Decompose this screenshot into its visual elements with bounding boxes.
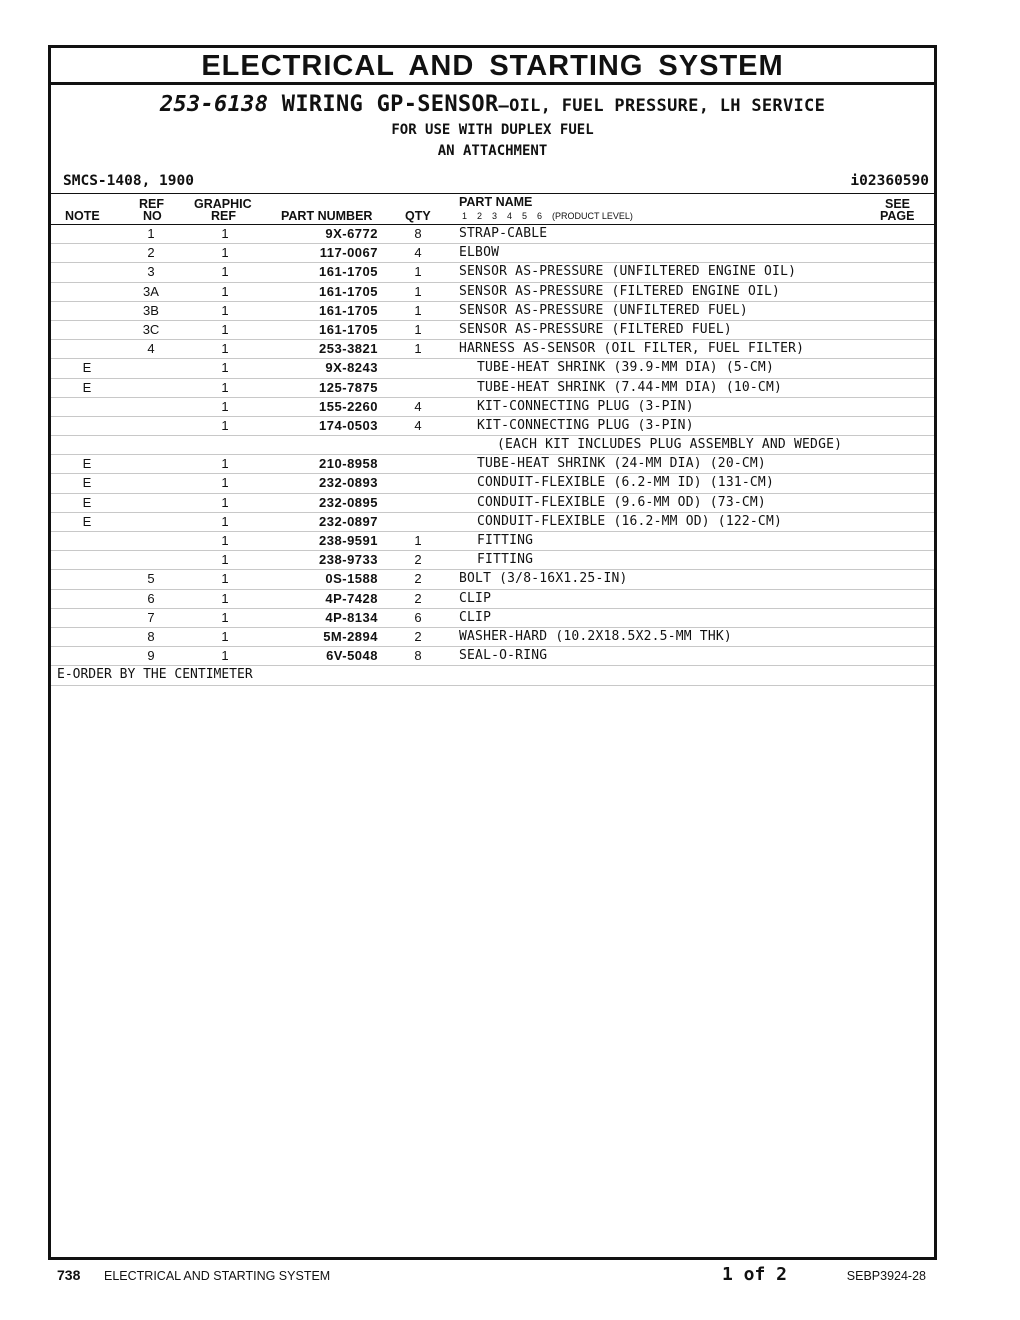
group-heading [51,92,934,161]
note-cell: E [82,360,92,376]
part-name-cell: KIT-CONNECTING PLUG (3-PIN) [477,398,694,414]
part-number-cell: 0S-1588 [325,571,378,587]
table-row [51,590,934,609]
part-name-cell: CONDUIT-FLEXIBLE (6.2-MM ID) (131-CM) [477,475,774,491]
part-number-cell: 125-7875 [319,379,378,395]
qty-cell: 4 [414,245,422,261]
part-number-cell: 253-3821 [319,341,378,357]
page-title: ELECTRICAL AND STARTING SYSTEM [51,48,934,85]
qty-cell: 2 [414,628,422,644]
qty-cell: 4 [414,398,422,414]
part-number-cell: 210-8958 [319,456,378,472]
group-description: —OIL, FUEL PRESSURE, LH SERVICE [498,96,826,116]
table-row [51,398,934,417]
table-row [51,609,934,628]
part-name-cell: CLIP [459,609,492,625]
graphic-ref-cell: 1 [221,552,229,568]
table-row [51,244,934,263]
table-row [51,628,934,647]
document-id: i02360590 [850,173,929,189]
table-row [51,647,934,666]
use-line-1: FOR USE WITH DUPLEX FUEL [391,122,594,138]
table-row [51,551,934,570]
qty-cell: 4 [414,417,422,433]
graphic-ref-cell: 1 [221,628,229,644]
part-name-cell: CONDUIT-FLEXIBLE (9.6-MM OD) (73-CM) [477,494,766,510]
document-number: SEBP3924-28 [846,1269,926,1283]
footer-section-title: ELECTRICAL AND STARTING SYSTEM [104,1269,331,1283]
group-title-line [51,92,934,119]
graphic-ref-cell: 1 [221,533,229,548]
part-number-cell: 5M-2894 [323,628,378,644]
part-number-cell: 4P-8134 [325,609,378,625]
col-ref-line1: REF [139,197,164,211]
table-row [51,359,934,378]
part-number-cell: 232-0893 [319,475,378,491]
part-name-cell: TUBE-HEAT SHRINK (39.9-MM DIA) (5-CM) [477,360,774,376]
col-part-number: PART NUMBER [281,209,373,223]
part-name-cell: SENSOR AS-PRESSURE (FILTERED FUEL) [459,321,732,337]
part-name-cell: SEAL-O-RING [459,648,548,664]
qty-cell: 1 [414,321,422,337]
ref-no-cell: 9 [147,648,155,664]
part-name-cell: SENSOR AS-PRESSURE (FILTERED ENGINE OIL) [459,283,781,299]
graphic-ref-cell: 1 [221,379,229,395]
graphic-ref-cell: 1 [221,398,229,414]
table-row [51,474,934,493]
part-name-cell: BOLT (3/8-16X1.25-IN) [459,571,628,587]
column-header [51,193,934,225]
part-number-cell: 6V-5048 [326,648,378,664]
table-row [51,417,934,436]
col-note: NOTE [65,209,100,223]
part-number-cell: 155-2260 [319,398,378,414]
table-row [51,340,934,359]
parts-list [51,225,934,666]
part-number-cell: 238-9733 [319,552,378,568]
graphic-ref-cell: 1 [221,571,229,587]
part-name-cell: FITTING [477,533,534,548]
qty-cell: 1 [414,283,422,299]
group-name: WIRING GP-SENSOR [281,92,499,117]
part-name-cell: HARNESS AS-SENSOR (OIL FILTER, FUEL FILTER) [459,341,805,357]
graphic-ref-cell: 1 [221,360,229,376]
ref-no-cell: 3C [142,321,160,337]
part-number-cell: 232-0895 [319,494,378,510]
part-name-cell: (EACH KIT INCLUDES PLUG ASSEMBLY AND WEDGE) [497,437,843,453]
part-number-cell: 9X-6772 [325,226,378,241]
ref-no-cell: 5 [147,571,155,587]
table-row [51,436,934,455]
table-row [51,513,934,532]
qty-cell: 2 [414,552,422,568]
part-number-cell: 161-1705 [319,321,378,337]
col-part-name: PART NAME [459,195,533,209]
qty-cell: 6 [414,609,422,625]
part-number-cell: 4P-7428 [325,590,378,606]
graphic-ref-cell: 1 [221,283,229,299]
col-graphic-line1: GRAPHIC [194,197,252,211]
part-number-cell: 174-0503 [319,417,378,433]
table-row [51,379,934,398]
table-row [51,455,934,474]
group-number: 253-6138 [159,92,269,117]
graphic-ref-cell: 1 [221,590,229,606]
page-of: 1 of 2 [722,1264,788,1285]
part-name-cell: WASHER-HARD (10.2X18.5X2.5-MM THK) [459,628,732,644]
qty-cell: 1 [414,264,422,280]
graphic-ref-cell: 1 [221,341,229,357]
part-number-cell: 238-9591 [319,533,378,548]
qty-cell: 8 [414,648,422,664]
graphic-ref-cell: 1 [221,648,229,664]
graphic-ref-cell: 1 [221,321,229,337]
part-name-cell: KIT-CONNECTING PLUG (3-PIN) [477,417,694,433]
smcs-code: SMCS-1408, 1900 [63,173,194,189]
part-name-cell: TUBE-HEAT SHRINK (24-MM DIA) (20-CM) [477,456,766,472]
qty-cell: 8 [414,226,422,241]
parts-page-frame [48,45,937,1260]
part-number-cell: 117-0067 [319,245,378,261]
note-cell: E [82,456,92,472]
table-row [51,532,934,551]
page-footer [0,1266,1020,1290]
graphic-ref-cell: 1 [221,456,229,472]
part-name-cell: CONDUIT-FLEXIBLE (16.2-MM OD) (122-CM) [477,513,783,529]
col-see-line1: SEE [885,197,911,211]
graphic-ref-cell: 1 [221,226,229,241]
part-name-cell: CLIP [459,590,492,606]
note-cell: E [82,379,92,395]
table-row [51,570,934,589]
graphic-ref-cell: 1 [221,302,229,318]
note-cell: E [82,513,92,529]
graphic-ref-cell: 1 [221,245,229,261]
part-name-cell: TUBE-HEAT SHRINK (7.44-MM DIA) (10-CM) [477,379,783,395]
footnote-row [51,666,934,685]
part-name-cell: FITTING [477,552,534,568]
col-product-level: 1 2 3 4 5 6 (PRODUCT LEVEL) [462,211,633,221]
part-number-cell: 9X-8243 [325,360,378,376]
note-cell: E [82,475,92,491]
graphic-ref-cell: 1 [221,264,229,280]
ref-no-cell: 7 [147,609,155,625]
part-number-cell: 161-1705 [319,302,378,318]
table-row [51,321,934,340]
col-ref-line2: NO [143,209,162,223]
qty-cell: 1 [414,533,422,548]
footnote: E-ORDER BY THE CENTIMETER [57,667,253,683]
table-row [51,283,934,302]
col-qty: QTY [405,209,431,223]
part-name-cell: SENSOR AS-PRESSURE (UNFILTERED FUEL) [459,302,748,318]
ref-no-cell: 3A [143,283,159,299]
ref-no-cell: 2 [147,245,155,261]
table-row [51,225,934,244]
graphic-ref-cell: 1 [221,475,229,491]
graphic-ref-cell: 1 [221,513,229,529]
note-cell: E [82,494,92,510]
table-row [51,302,934,321]
page-number: 738 [57,1267,81,1283]
smcs-row [51,169,934,193]
graphic-ref-cell: 1 [221,417,229,433]
col-see-line2: PAGE [880,209,915,223]
use-line-2: AN ATTACHMENT [437,143,548,159]
ref-no-cell: 3 [147,264,155,280]
table-row [51,263,934,282]
qty-cell: 1 [414,341,422,357]
part-name-cell: ELBOW [459,245,500,261]
ref-no-cell: 6 [147,590,155,606]
col-graphic-line2: REF [211,209,236,223]
ref-no-cell: 8 [147,628,155,644]
part-name-cell: SENSOR AS-PRESSURE (UNFILTERED ENGINE OIL) [459,264,797,280]
table-row [51,494,934,513]
qty-cell: 2 [414,571,422,587]
ref-no-cell: 1 [147,226,155,241]
graphic-ref-cell: 1 [221,609,229,625]
qty-cell: 1 [414,302,422,318]
graphic-ref-cell: 1 [221,494,229,510]
part-number-cell: 232-0897 [319,513,378,529]
part-number-cell: 161-1705 [319,283,378,299]
part-number-cell: 161-1705 [319,264,378,280]
ref-no-cell: 3B [143,302,159,318]
qty-cell: 2 [414,590,422,606]
ref-no-cell: 4 [147,341,155,357]
part-name-cell: STRAP-CABLE [459,226,548,241]
